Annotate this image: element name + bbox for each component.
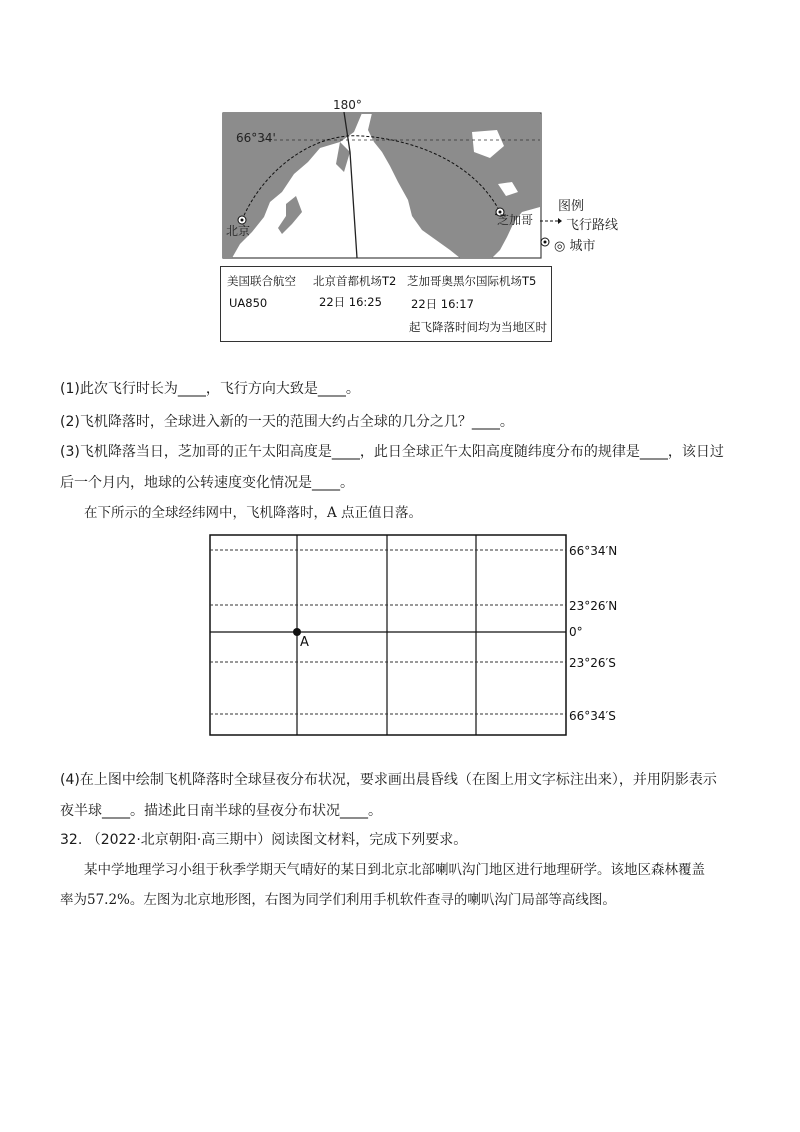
- legend-route-arrow: [558, 218, 562, 224]
- question-1: (1)此次飞行时长为____，飞行方向大致是____。: [60, 381, 360, 397]
- lat-long-grid: [208, 533, 623, 738]
- lat-66n-label: 66°34′N: [569, 544, 618, 558]
- departure-time: 22日 16:25: [319, 295, 382, 309]
- time-note: 起飞降落时间均为当地区时: [409, 320, 547, 334]
- lat-23s-label: 23°26′S: [569, 656, 616, 670]
- material-line-2: 率为57.2%。左图为北京地形图，右图为同学们利用手机软件查寻的喇叭沟门局部等高线图。: [60, 892, 616, 908]
- flight-number: UA850: [229, 296, 268, 310]
- departure-airport: 北京首都机场T2: [313, 274, 397, 288]
- question-3-line-1: (3)飞机降落当日，芝加哥的正午太阳高度是____，此日全球正午太阳高度随纬度分布的规律是____，该日过: [60, 444, 724, 460]
- flight-info-table: [220, 266, 552, 342]
- material-line-1: 某中学地理学习小组于秋季学期天气晴好的某日到北京北部喇叭沟门地区进行地理研学。该地区森林覆盖: [84, 862, 705, 878]
- airline-name: 美国联合航空: [227, 274, 296, 288]
- grid-frame: [210, 535, 566, 735]
- legend-city-text: 城市: [569, 239, 596, 254]
- question-4-line-1: (4)在上图中绘制飞机降落时全球昼夜分布状况，要求画出晨昏线（在图上用文字标注出来），并用阴影表示: [60, 772, 717, 788]
- grid-svg: [208, 533, 623, 738]
- question-4-line-2: 夜半球____。描述此日南半球的昼夜分布状况____。: [60, 803, 382, 819]
- arrival-airport: 芝加哥奥黑尔国际机场T5: [407, 274, 537, 288]
- legend-city-label: ◎ 城市: [554, 239, 596, 254]
- grid-intro: 在下所示的全球经纬网中，飞机降落时，A 点正值日落。: [84, 505, 423, 521]
- lat-0-label: 0°: [569, 625, 583, 639]
- legend-route-label: 飞行路线: [566, 218, 619, 233]
- lat-23n-label: 23°26′N: [569, 599, 618, 613]
- legend-title: 图例: [558, 199, 585, 214]
- chicago-label: 芝加哥: [497, 213, 534, 227]
- question-32-header: 32. （2022·北京朝阳·高三期中）阅读图文材料，完成下列要求。: [60, 832, 468, 848]
- legend-city-symbol-dot: [544, 241, 547, 244]
- arctic-circle-label: 66°34': [236, 131, 276, 145]
- meridian-180-label: 180°: [333, 98, 362, 112]
- point-a-label: A: [300, 635, 309, 650]
- arrival-time: 22日 16:17: [411, 297, 474, 311]
- beijing-label: 北京: [226, 224, 251, 238]
- question-3-line-2: 后一个月内，地球的公转速度变化情况是____。: [60, 475, 354, 491]
- lat-66s-label: 66°34′S: [569, 709, 616, 723]
- question-2: (2)飞机降落时，全球进入新的一天的范围大约占全球的几分之几？____。: [60, 414, 514, 430]
